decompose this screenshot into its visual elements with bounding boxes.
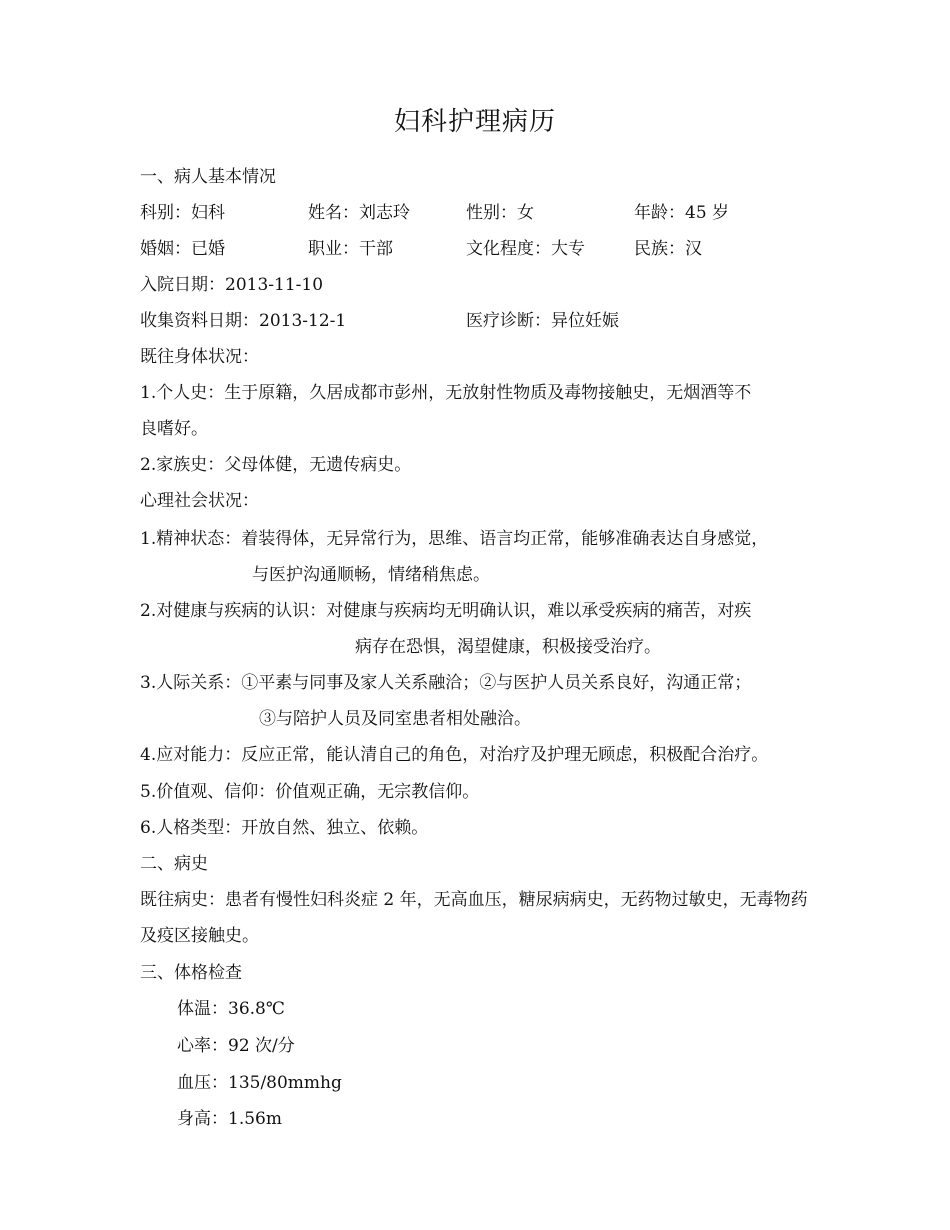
disease-awareness-line-cont: 病存在恐惧，渴望健康，积极接受治疗。 [355, 637, 661, 657]
field-admission-date: 入院日期：2013-11-10 [140, 275, 324, 295]
personal-history-line-cont: 良嗜好。 [140, 419, 208, 439]
values-line: 5.价值观、信仰：价值观正确，无宗教信仰。 [140, 782, 480, 802]
past-health-heading: 既往身体状况： [140, 347, 259, 367]
section-heading-basic-info: 一、病人基本情况 [140, 167, 276, 187]
field-department: 科别：妇科 [140, 203, 225, 223]
field-education: 文化程度：大专 [466, 239, 585, 259]
field-occupation: 职业：干部 [308, 239, 393, 259]
field-sex: 性别：女 [466, 203, 534, 223]
body-temperature: 体温：36.8℃ [177, 999, 285, 1019]
field-collect-date: 收集资料日期：2013-12-1 [140, 311, 347, 331]
field-age: 年龄：45 岁 [634, 203, 730, 223]
disease-awareness-line: 2.对健康与疾病的认识：对健康与疾病均无明确认识，难以承受疾病的痛苦，对疾 [140, 601, 752, 621]
field-diagnosis: 医疗诊断：异位妊娠 [466, 311, 619, 331]
past-illness-line-cont: 及疫区接触史。 [140, 926, 259, 946]
relationships-line: 3.人际关系：①平素与同事及家人关系融洽；②与医护人员关系良好，沟通正常； [140, 673, 752, 693]
body-height: 身高：1.56m [177, 1109, 282, 1129]
field-ethnicity: 民族：汉 [634, 239, 702, 259]
coping-line: 4.应对能力：反应正常，能认清自己的角色，对治疗及护理无顾虑，积极配合治疗。 [140, 745, 769, 765]
mental-state-line-cont: 与医护沟通顺畅，情绪稍焦虑。 [252, 565, 490, 585]
personal-history-line: 1.个人史：生于原籍，久居成都市彭州，无放射性物质及毒物接触史，无烟酒等不 [140, 383, 752, 403]
heart-rate: 心率：92 次/分 [177, 1036, 295, 1056]
page-title: 妇科护理病历 [393, 107, 556, 137]
psych-social-heading: 心理社会状况： [140, 491, 259, 511]
relationships-line-cont: ③与陪护人员及同室患者相处融洽。 [259, 709, 531, 729]
past-illness-line: 既往病史：患者有慢性妇科炎症 2 年，无高血压，糖尿病病史，无药物过敏史，无毒物药 [140, 890, 808, 910]
section-heading-physical-exam: 三、体格检查 [140, 963, 242, 983]
personality-line: 6.人格类型：开放自然、独立、依赖。 [140, 818, 429, 838]
blood-pressure: 血压：135/80mmhg [177, 1073, 342, 1093]
mental-state-line: 1.精神状态：着装得体，无异常行为，思维、语言均正常，能够准确表达自身感觉， [140, 529, 769, 549]
section-heading-history: 二、病史 [140, 854, 208, 874]
field-name: 姓名：刘志玲 [308, 203, 410, 223]
family-history-line: 2.家族史：父母体健，无遗传病史。 [140, 455, 412, 475]
field-marriage: 婚姻：已婚 [140, 239, 225, 259]
